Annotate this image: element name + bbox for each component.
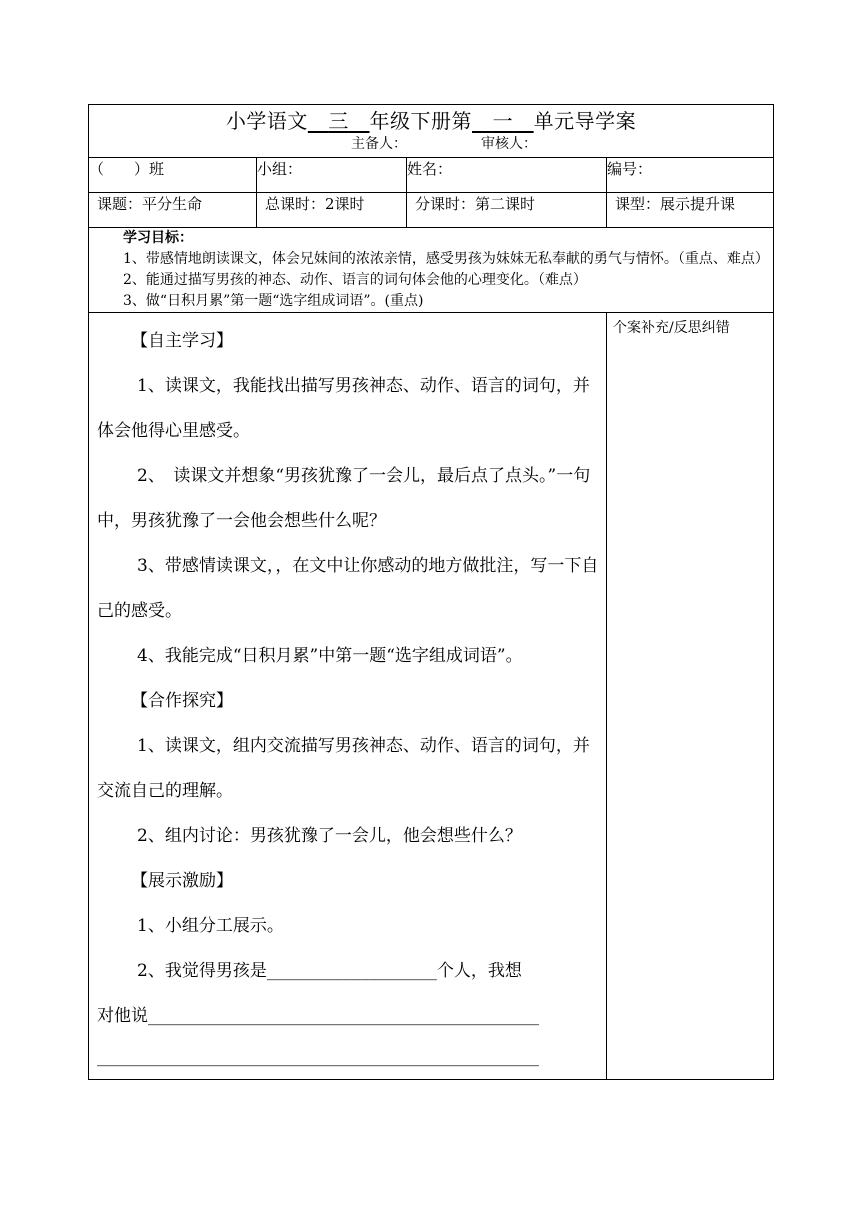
- title-suffix: 单元导学案: [533, 109, 637, 133]
- name-cell: 姓名：: [407, 158, 607, 193]
- coop-item: 1、读课文，组内交流描写男孩神态、动作、语言的词句，并交流自己的理解。: [97, 736, 590, 801]
- goal-item: 2、能通过描写男孩的神态、动作、语言的词句体会他的心理变化。（难点）: [123, 272, 587, 288]
- goals-cell: [89, 228, 774, 313]
- class-cell: （ ）班: [89, 158, 257, 193]
- title-prefix: 小学语文: [225, 109, 308, 133]
- show-item-2-start: 2、我觉得男孩是: [137, 961, 267, 981]
- show-item-2-end: 个人，我想: [436, 961, 522, 981]
- grade-value: 三: [328, 109, 349, 133]
- group-cell: 小组：: [257, 158, 407, 193]
- show-item: 1、小组分工展示。: [137, 916, 284, 936]
- coop-heading: 【合作探究】: [131, 691, 233, 711]
- answer-blank[interactable]: ____________________: [266, 961, 437, 981]
- study-guide-table: [88, 104, 774, 1080]
- title-middle: 年级下册第: [369, 109, 472, 133]
- self-study-item: 4、我能完成“日积月累”中第一题“选字组成词语”。: [137, 646, 523, 666]
- self-study-item: 3、带感情读课文，，在文中让你感动的地方做批注，写一下自己的感受。: [97, 556, 599, 621]
- info-row-2: [89, 193, 774, 228]
- reflection-column: [607, 313, 774, 1080]
- topic-cell: 课题：平分生命: [89, 193, 257, 228]
- goal-item: 3、做“日积月累”第一题“选字组成词语”。(重点): [123, 293, 424, 309]
- self-study-heading: 【自主学习】: [131, 331, 233, 351]
- preparer-line: [89, 134, 773, 154]
- main-content-cell: [89, 313, 607, 1080]
- total-hours-cell: 总课时：2课时: [257, 193, 407, 228]
- show-heading: 【展示激励】: [131, 871, 233, 891]
- answer-blank-line[interactable]: ____________________________________________________: [97, 1047, 539, 1067]
- answer-blank[interactable]: ______________________________________________: [148, 1006, 539, 1026]
- title-cell: [89, 105, 774, 158]
- lesson-type-cell: 课型：展示提升课: [607, 193, 774, 228]
- self-study-item: 2、 读课文并想象“男孩犹豫了一会儿，最后点了点头。”一句中，男孩犹豫了一会他会想些什么呢？: [97, 466, 591, 531]
- page-title: [89, 105, 773, 134]
- info-row-1: [89, 158, 774, 193]
- self-study-item: 1、读课文，我能找出描写男孩神态、动作、语言的词句，并体会他得心里感受。: [97, 376, 590, 441]
- goal-item: 1、带感情地朗读课文，体会兄妹间的浓浓亲情，感受男孩为妹妹无私奉献的勇气与情怀。（重点、难点）: [123, 251, 769, 267]
- goals-title: 学习目标：: [123, 230, 193, 246]
- study-guide-sheet: [88, 104, 773, 1080]
- reviewer-label: 审核人：: [481, 136, 537, 152]
- number-cell: 编号：: [607, 158, 774, 193]
- unit-value: 一: [492, 109, 514, 133]
- sub-hours-cell: 分课时：第二课时: [407, 193, 607, 228]
- show-item-2: [97, 949, 600, 994]
- show-item-2-line2: [97, 994, 600, 1039]
- chief-label: 主备人：: [351, 136, 407, 152]
- reflection-header: 个案补充/反思纠错: [613, 320, 730, 336]
- coop-item: 2、组内讨论：男孩犹豫了一会儿，他会想些什么？: [137, 826, 522, 846]
- say-to-him-label: 对他说: [97, 1006, 148, 1026]
